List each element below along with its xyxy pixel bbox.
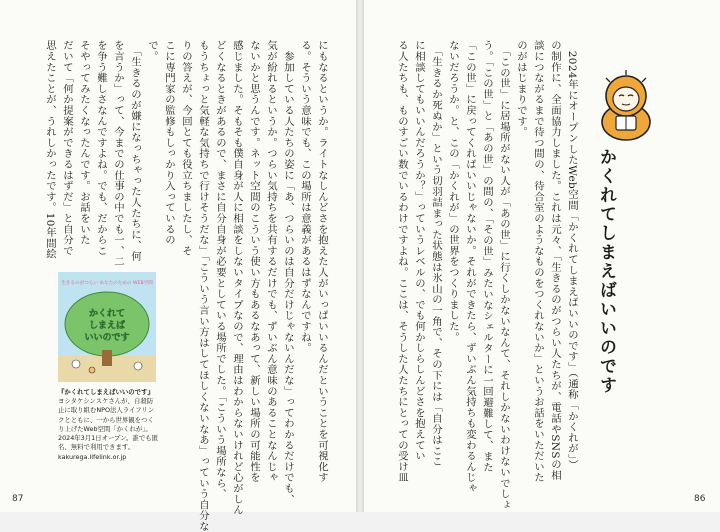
text-line: 「生きるのが嫌になっちゃった人たちに、何 xyxy=(129,40,141,262)
kakurega-illustration xyxy=(58,272,156,382)
text-line: にもなるというか。ライトなしんどさを抱えた人がいっぱいいるんだということを可視化す xyxy=(316,40,328,483)
mascot-illustration xyxy=(586,66,666,142)
text-line: る人たちも、ものすごい数でいるわけですよね。ここは、そうした人たちにとっての受け皿 xyxy=(396,40,408,483)
text-line: 2024年にオープンしたWeb空間「かくれてしまえばいいのです」（通称「かくれが」） xyxy=(566,40,578,471)
text-line: のがはじまりです。 xyxy=(515,40,527,138)
figure-banner: 生きるのがつらい あなたのための WEB空間 xyxy=(61,281,153,286)
text-line: ないかと思うんです。ネット空間のこういう使い方もあるなあって、新しい場所の可能性を xyxy=(248,40,260,483)
text-line: りの答えが、今回とても役立ちましたし、そ xyxy=(180,40,192,256)
text-line: 談につながるまで待つ間の、待合室のようなものをつくれないか」というお話をいただいた xyxy=(532,40,544,483)
text-line: を言うか」って、今までの仕事の中でも一、二 xyxy=(112,40,124,267)
page-number-left: 87 xyxy=(12,494,24,504)
text-line: 「この世」に居場所がない人が「あの世」に行くしかないなんて、それしかないわけないでしょ xyxy=(498,40,510,510)
text-line: どくなるときがあるので、まさに自分自身が必要としている場所でした。「こういう場所なら、 xyxy=(214,40,226,500)
text-line: そやってみたくなったんです。お話をいた xyxy=(78,40,90,246)
caption-body: ヨシタケシンスケさんが、自殺防止に取り組むNPO法人ライフリンクとともに、一から世界観をつくり上げたWeb空間「かくれが」。2024年3月1日オープン。誰でも匿名、無料で利用できます。 xyxy=(58,397,158,452)
text-line: こに専門家の監修もしっかり入っているの xyxy=(163,40,175,246)
caption-url: kakurega.lifelink.or.jp xyxy=(58,453,127,462)
gutter xyxy=(356,0,364,512)
figure-caption xyxy=(58,388,158,463)
text-line: 気が紛れるというか。つらい気持ちを共有するだけでも、ずいぶん意味のあることなんじゃ xyxy=(265,40,277,483)
text-line: う。「この世」と「あの世」の間の、「その世」みたいなシェルターに一回避難して、また xyxy=(481,40,493,473)
text-line: を争う難しさなんですよね。でも、だからこ xyxy=(95,40,107,256)
text-line: で。 xyxy=(146,40,158,62)
section-heading: かくれてしまえばいいのです xyxy=(596,148,616,395)
caption-title: 『かくれてしまえばいいのです』 xyxy=(58,388,154,396)
right-page-text xyxy=(390,40,580,510)
text-line: だいて「何か提案ができるはずだ」と自分で xyxy=(61,40,73,256)
text-line: に相談してもいいんだろうか？」っていうレベルの、でも何かしらしんどさを抱えてい xyxy=(413,40,425,462)
text-line: ないだろうか。と、この「かくれが」の世界をつくりました。 xyxy=(447,40,459,343)
text-line: 感じました。そもそも僕自身が人に相談をしないタイプなので、理由はわからないけれど心がしん xyxy=(231,40,243,516)
sign-line-3: いいのです xyxy=(84,333,130,343)
text-line: 「生きるか死ぬか」という切羽詰まった状態は氷山の一角で、その下には「自分はここ xyxy=(430,40,442,467)
sign-line-2: しまえば xyxy=(88,321,126,331)
sign-line-1: かくれて xyxy=(88,309,126,319)
text-line: の制作に、全面協力しました。これは元々、「生きるのがつらい人たちが、電話やSNSの相 xyxy=(549,40,561,481)
page-number-right: 86 xyxy=(694,494,706,504)
text-line: もうちょっと気軽な気持ちで行けそうだな」「こういう言い方はしてほしくないなあ」っていう自分な xyxy=(197,40,209,532)
text-line: 参加している人たちの姿に「あ、つらいのは自分だけじゃないんだな」ってわかるだけでも、 xyxy=(282,40,294,505)
text-line: 思えたことが、うれしかったです。10年間絵 xyxy=(44,40,56,260)
text-line: る。そういう意味でも、この場所は意義があるはずなんですね。 xyxy=(299,40,311,354)
text-line: 「この世」に戻ってくればいいじゃないか。それができたら、ずいぶん気持ちも変わるんじゃ xyxy=(464,40,476,494)
